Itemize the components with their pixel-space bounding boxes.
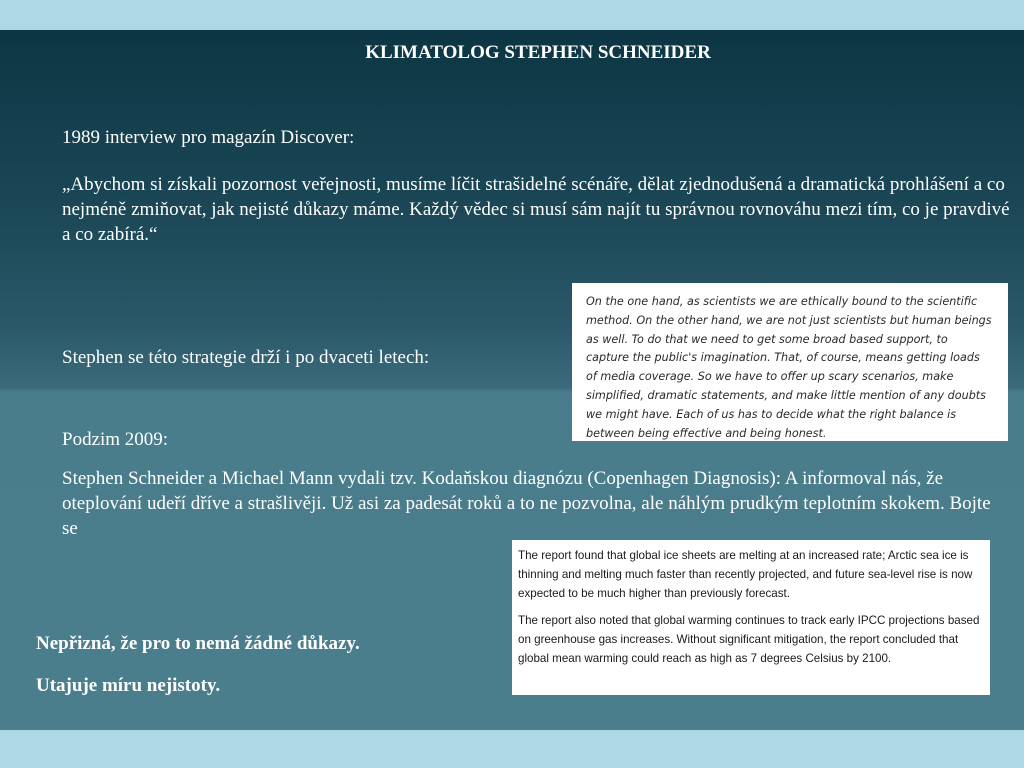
- report-paragraph-ice: The report found that global ice sheets are melting at an increased rate; Arctic sea ice is thinning and melting much faster than recently projected, and future sea-level rise is now expected to be much higher than previously forecast.: [518, 549, 973, 600]
- copenhagen-report-excerpt: [512, 540, 990, 695]
- interview-quote: „Abychom si získali pozornost veřejnosti, musíme líčit strašidelné scénáře, dělat zjednodušená a dramatická prohlášení a co nejméně zmiňovat, jak nejisté důkazy máme. Každý vědec si musí sám najít tu správnou rovnováhu mezi tím, co je pravdivé a co zabírá.“: [62, 174, 1010, 245]
- conclusion-hidden-uncertainty: Utajuje míru nejistoty.: [36, 675, 221, 696]
- slide: [0, 30, 1024, 730]
- autumn-text: Stephen Schneider a Michael Mann vydali tzv. Kodaňskou diagnózu (Copenhagen Diagnosis): A informoval nás, že oteplování udeří dříve a strašlivěji. Už asi za padesát roků a to ne pozvolna, ale náhlým prudkým teplotním skokem. Bojte se: [62, 468, 991, 539]
- conclusion-no-evidence: Nepřizná, že pro to nemá žádné důkazy.: [36, 633, 360, 654]
- autumn-heading: Podzim 2009:: [62, 429, 169, 450]
- interview-heading: 1989 interview pro magazín Discover:: [62, 127, 355, 148]
- discover-quote-excerpt: On the one hand, as scientists we are ethically bound to the scientific method. On the other hand, we are not just scientists but human beings as well. To do that we need to get some broad based support, to capture the public's imagination. That, of course, means getting loads of media coverage. So we have to offer up scary scenarios, make simplified, dramatic statements, and make little mention of any doubts we might have. Each of us has to decide what the right balance is between being effective and being honest.: [572, 283, 1008, 441]
- slide-title: KLIMATOLOG STEPHEN SCHNEIDER: [365, 42, 711, 63]
- report-paragraph-warming: The report also noted that global warming continues to track early IPCC projections based on greenhouse gas increases. Without significant mitigation, the report concluded that global mean warming could reach as high as 7 degrees Celsius by 2100.: [518, 614, 980, 665]
- strategy-line: Stephen se této strategie drží i po dvaceti letech:: [62, 347, 430, 368]
